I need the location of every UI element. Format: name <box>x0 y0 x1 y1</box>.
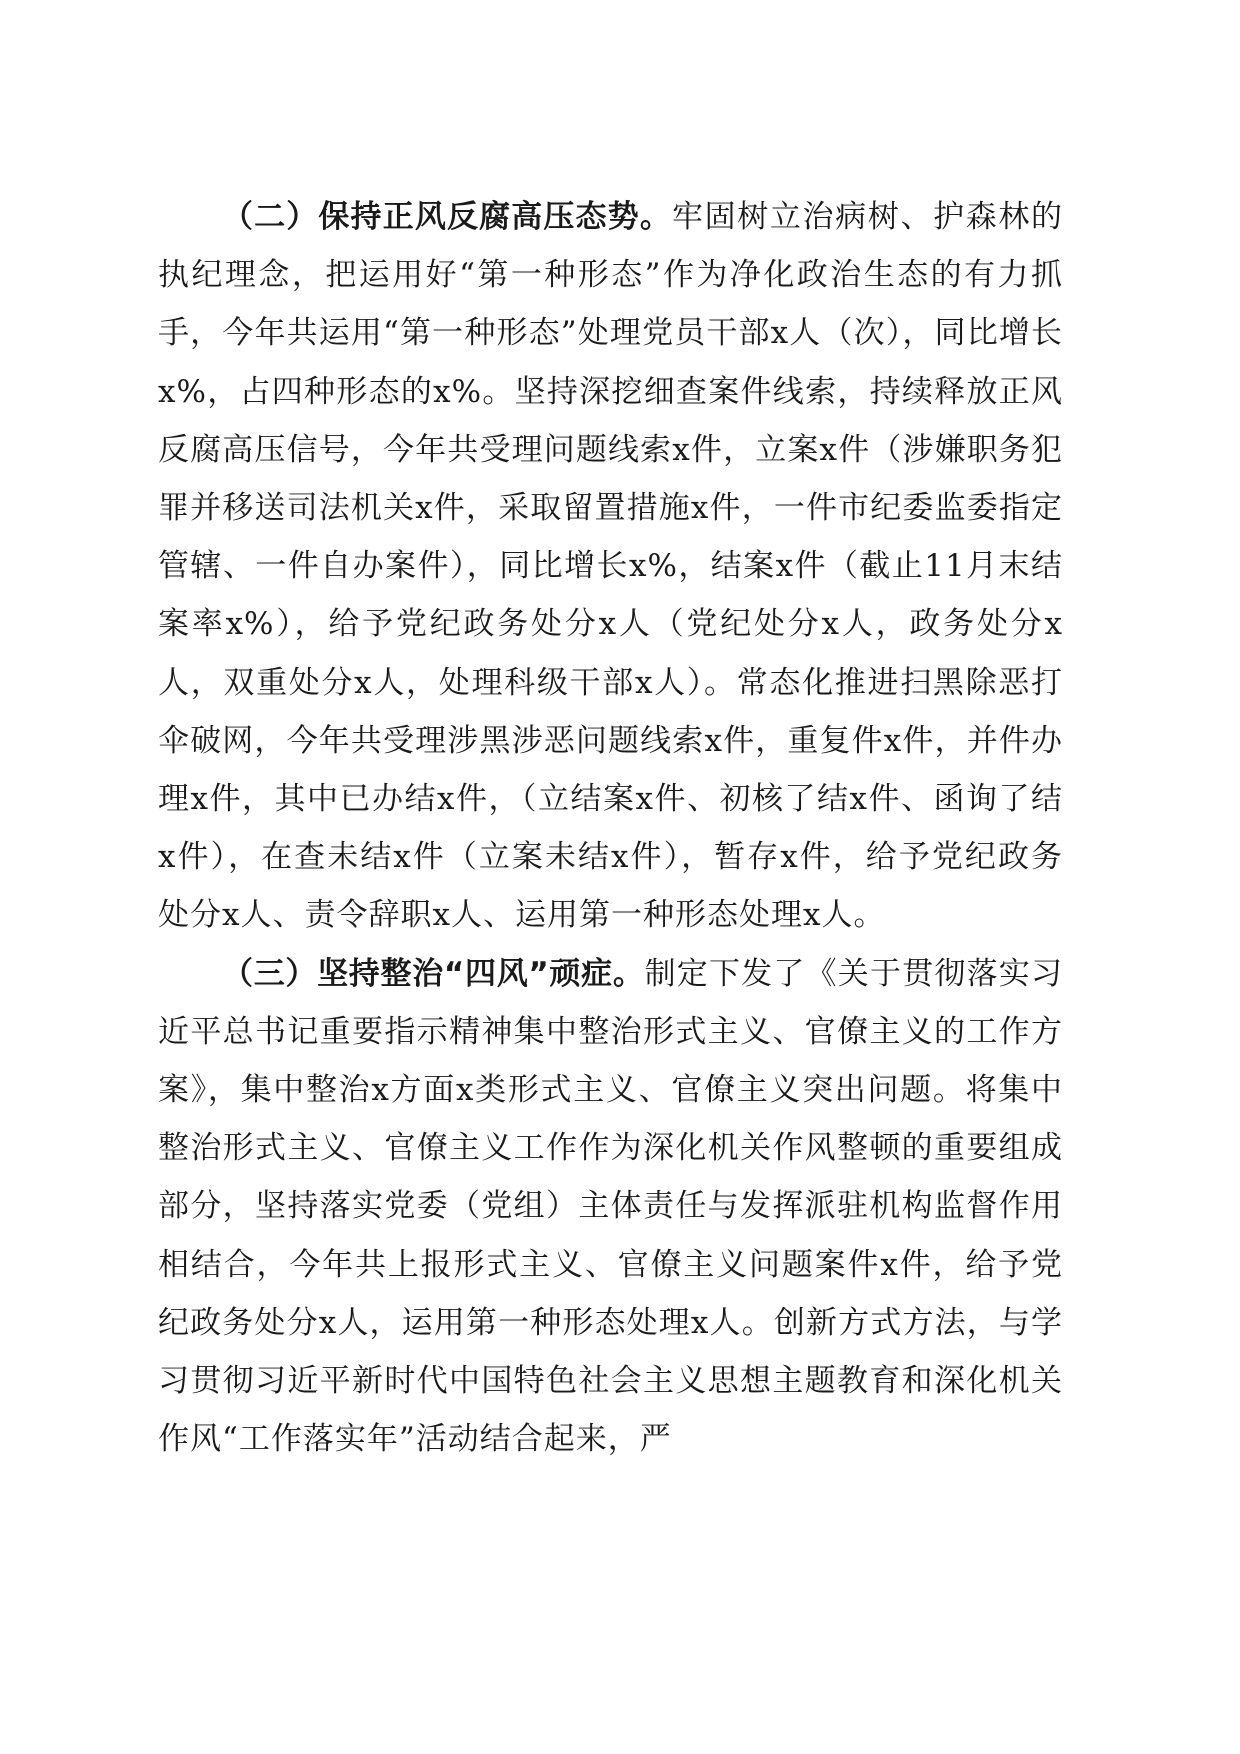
paragraph-three <box>158 945 1063 1469</box>
section-heading-three: （三）坚持整治“四风”顽症。 <box>222 955 645 992</box>
document-body <box>158 188 1063 1468</box>
paragraph-two-text: 牢固树立治病树、护森林的执纪理念，把运用好“第一种形态”作为净化政治生态的有力抓手，今年共运用“第一种形态”处理党员干部x人（次），同比增长x%，占四种形态的x%。坚持深挖细查案件线索，持续释放正风反腐高压信号，今年共受理问题线索x件，立案x件（涉嫌职务犯罪并移送司法机关x件，采取留置措施x件，一件市纪委监委指定管辖、一件自办案件），同比增长x%，结案x件（截止11月末结案率x%），给予党纪政务处分x人（党纪处分x人，政务处分x人，双重处分x人，处理科级干部x人）。常态化推进扫黑除恶打伞破网，今年共受理涉黑涉恶问题线索x件，重复件x件，并件办理x件，其中已办结x件，（立结案x件、初核了结x件、函询了结x件），在查未结x件（立案未结x件），暂存x件，给予党纪政务处分x人、责令辞职x人、运用第一种形态处理x人。 <box>158 199 1064 934</box>
paragraph-two <box>158 188 1063 945</box>
section-heading-two: （二）保持正风反腐高压态势。 <box>222 199 672 235</box>
paragraph-three-text: 制定下发了《关于贯彻落实习近平总书记重要指示精神集中整治形式主义、官僚主义的工作方案》，集中整治x方面x类形式主义、官僚主义突出问题。将集中整治形式主义、官僚主义工作作为深化机关作风整顿的重要组成部分，坚持落实党委（党组）主体责任与发挥派驻机构监督作用相结合，今年共上报形式主义、官僚主义问题案件x件，给予党纪政务处分x人，运用第一种形态处理x人。创新方式方法，与学习贯彻习近平新时代中国特色社会主义思想主题教育和深化机关作风“工作落实年”活动结合起来，严 <box>158 955 1063 1458</box>
